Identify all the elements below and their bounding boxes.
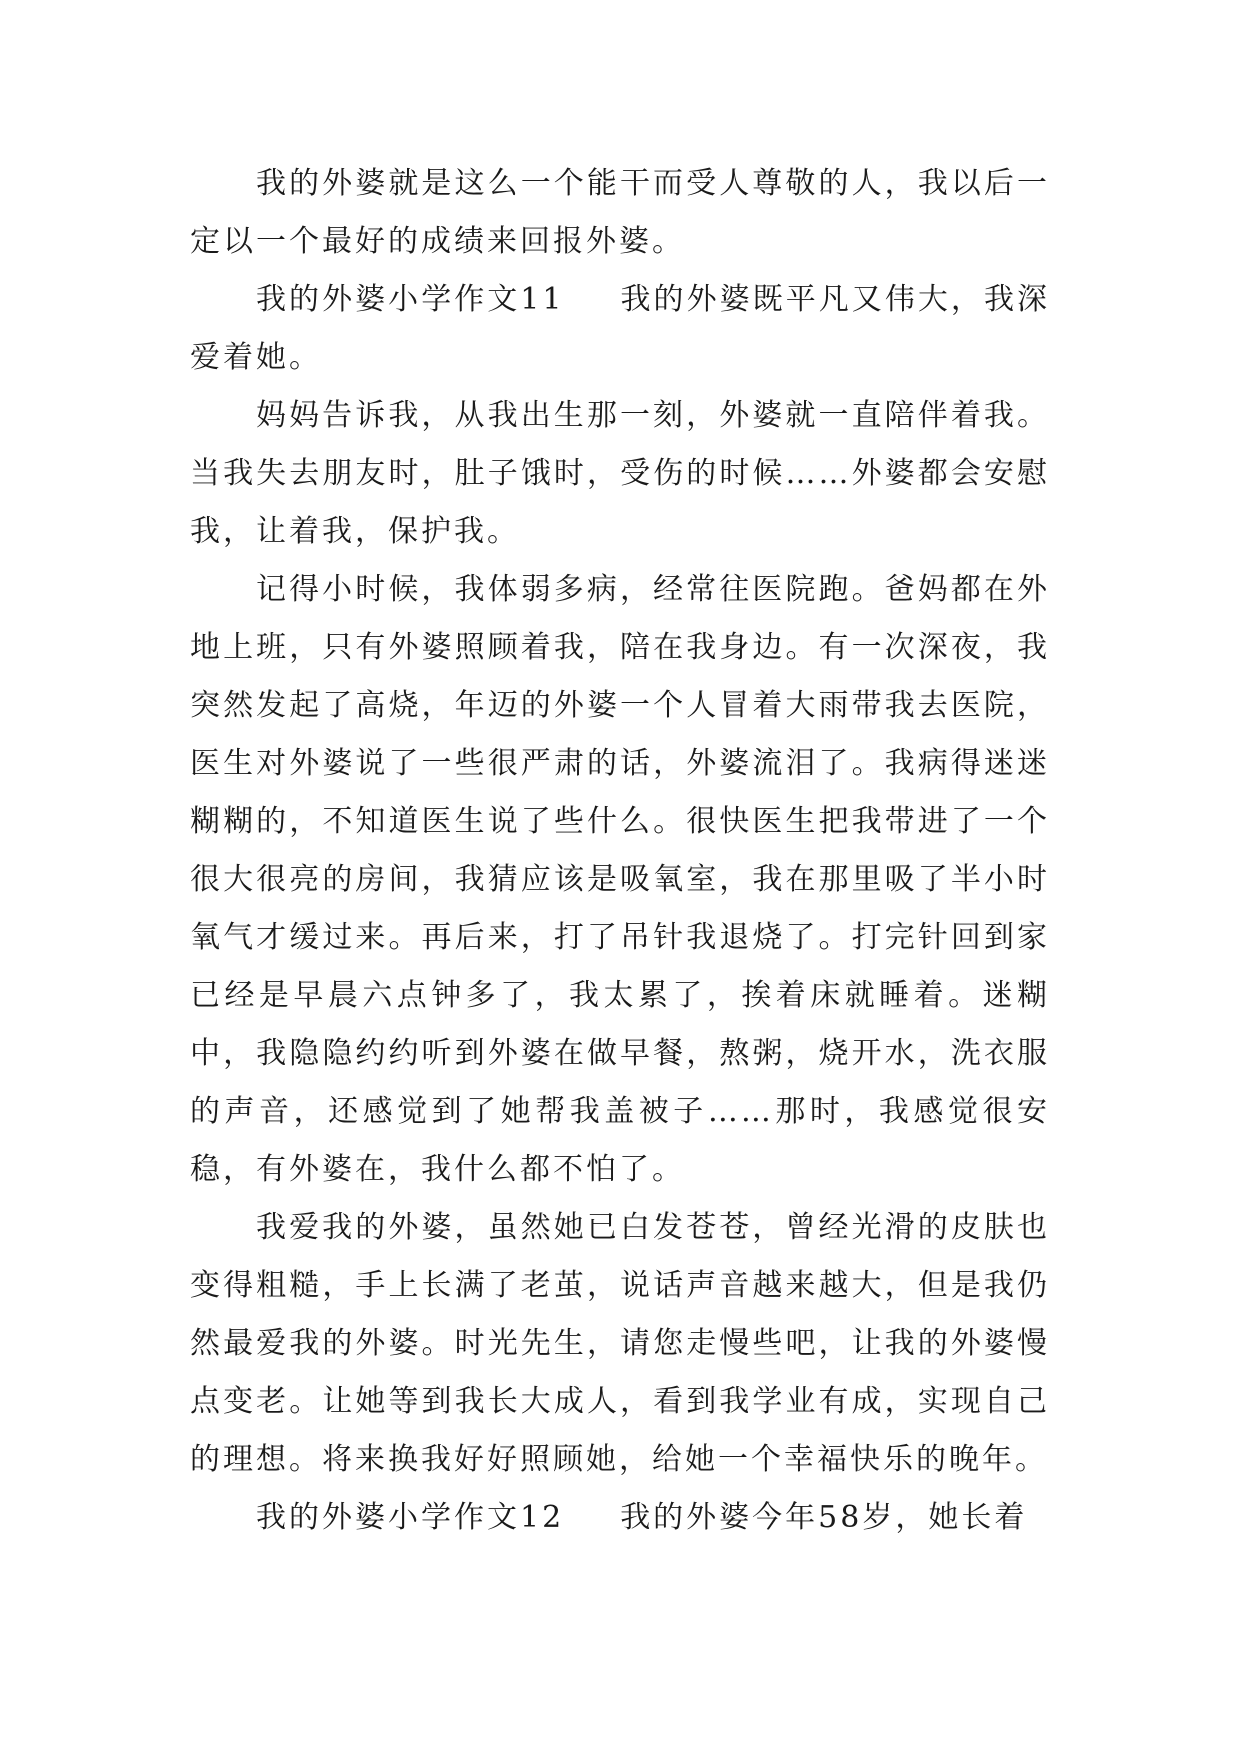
- section-heading: 我的外婆小学作文11: [256, 282, 565, 317]
- paragraph-5: [190, 1199, 1050, 1489]
- paragraph-text: 我爱我的外婆，虽然她已白发苍苍，曾经光滑的皮肤也变得粗糙，手上长满了老茧，说话声音越来越大，但是我仍然最爱我的外婆。时光先生，请您走慢些吧，让我的外婆慢点变老。让她等到我长大成人，看到我学业有成，实现自己的理想。将来换我好好照顾她，给她一个幸福快乐的晚年。: [190, 1210, 1050, 1477]
- paragraph-text: 记得小时候，我体弱多病，经常往医院跑。爸妈都在外地上班，只有外婆照顾着我，陪在我身边。有一次深夜，我突然发起了高烧，年迈的外婆一个人冒着大雨带我去医院，医生对外婆说了一些很严肃的话，外婆流泪了。我病得迷迷糊糊的，不知道医生说了些什么。很快医生把我带进了一个很大很亮的房间，我猜应该是吸氧室，我在那里吸了半小时氧气才缓过来。再后来，打了吊针我退烧了。打完针回到家已经是早晨六点钟多了，我太累了，挨着床就睡着。迷糊中，我隐隐约约听到外婆在做早餐，熬粥，烧开水，洗衣服的声音，还感觉到了她帮我盖被子……那时，我感觉很安稳，有外婆在，我什么都不怕了。: [190, 572, 1050, 1187]
- paragraph-text: 我的外婆今年58岁，她长着: [620, 1500, 1028, 1535]
- paragraph-4: [190, 561, 1050, 1199]
- paragraph-text: 我的外婆就是这么一个能干而受人尊敬的人，我以后一定以一个最好的成绩来回报外婆。: [190, 166, 1050, 259]
- paragraph-2: [190, 271, 1050, 387]
- paragraph-6: [190, 1489, 1050, 1547]
- section-heading: 我的外婆小学作文12: [256, 1500, 565, 1535]
- paragraph-text: 我的外婆既平凡又伟大，我深爱着她。: [190, 282, 1050, 375]
- document-body: [190, 155, 1050, 1547]
- paragraph-1: [190, 155, 1050, 271]
- paragraph-3: [190, 387, 1050, 561]
- paragraph-text: 妈妈告诉我，从我出生那一刻，外婆就一直陪伴着我。当我失去朋友时，肚子饿时，受伤的时候……外婆都会安慰我，让着我，保护我。: [190, 398, 1050, 549]
